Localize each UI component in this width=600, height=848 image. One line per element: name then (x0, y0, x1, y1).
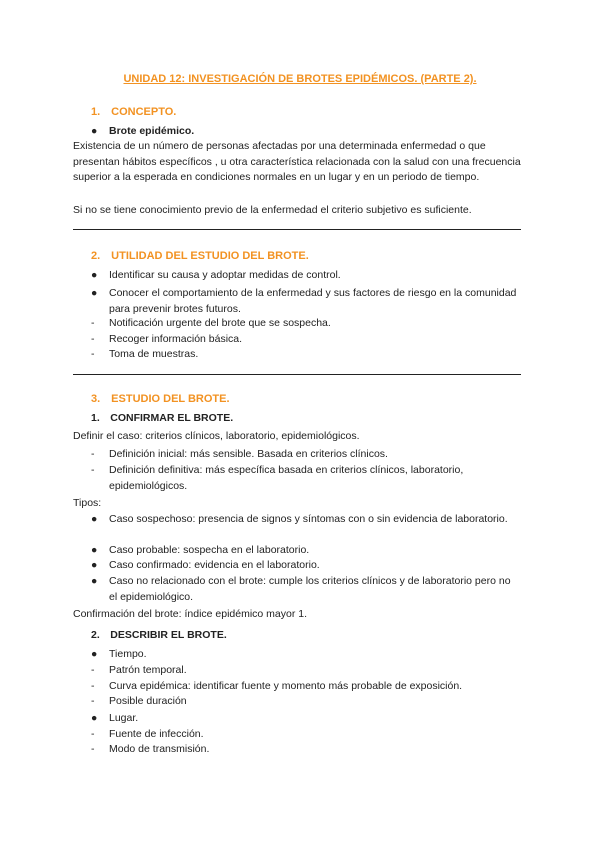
dash-marker: - (91, 743, 95, 755)
describir-item: - Modo de transmisión. (91, 742, 521, 758)
bullet-marker: ● (91, 513, 98, 525)
tipo-item: ● Caso confirmado: evidencia en el laboratorio. (91, 558, 521, 574)
describir-item: ● Lugar. (91, 711, 521, 727)
utilidad-item: - Recoger información básica. (91, 332, 521, 348)
dash-marker: - (91, 317, 95, 329)
subsection-describir-heading: 2. DESCRIBIR EL BROTE. (91, 629, 227, 641)
bullet-marker: ● (91, 269, 98, 281)
tipo-item: ● Caso no relacionado con el brote: cumple los criterios clínicos y de laboratorio pero no el epidemiológico. (91, 575, 511, 603)
concepto-bullet: ● Brote epidémico. (91, 124, 521, 140)
section-utilidad-heading: 2. UTILIDAD DEL ESTUDIO DEL BROTE. (91, 250, 309, 262)
section-divider (73, 229, 521, 230)
dash-marker: - (91, 680, 95, 692)
dash-marker: - (91, 695, 95, 707)
describir-item: - Fuente de infección. (91, 727, 521, 743)
describir-item: - Patrón temporal. (91, 663, 521, 679)
section-divider (73, 374, 521, 375)
subsection-confirmar-heading: 1. CONFIRMAR EL BROTE. (91, 412, 234, 424)
utilidad-item: - Toma de muestras. (91, 347, 521, 363)
confirmacion-text: Confirmación del brote: índice epidémico mayor 1. (73, 608, 308, 620)
tipo-item: ● Caso probable: sospecha en el laboratorio. (91, 543, 521, 559)
tipo-item: ● Caso sospechoso: presencia de signos y síntomas con o sin evidencia de laboratorio. (91, 512, 521, 528)
tipos-label: Tipos: (73, 497, 102, 509)
bullet-marker: ● (91, 125, 98, 137)
utilidad-item: ● Identificar su causa y adoptar medidas de control. (91, 268, 521, 284)
section-concepto-heading: 1. CONCEPTO. (91, 106, 177, 118)
utilidad-item: - Notificación urgente del brote que se sospecha. (91, 316, 521, 332)
bullet-marker: ● (91, 287, 98, 299)
definition-item: - Definición inicial: más sensible. Basada en criterios clínicos. (91, 447, 521, 463)
dash-marker: - (91, 448, 95, 460)
concepto-paragraph: Existencia de un número de personas afectadas por una determinada enfermedad o que presentan hábitos específicos , u otra característica relacionada con la salud con una frecuencia superior a la esperada en condiciones normales en un lugar y en un periodo de tiempo. (73, 140, 521, 183)
bullet-marker: ● (91, 575, 98, 587)
utilidad-item: ● Conocer el comportamiento de la enfermedad y sus factores de riesgo en la comunidad para prevenir brotes futuros. (91, 287, 517, 315)
section-estudio-heading: 3. ESTUDIO DEL BROTE. (91, 393, 230, 405)
dash-marker: - (91, 333, 95, 345)
definition-item: - Definición definitiva: más específica basada en criterios clínicos, laboratorio, epidemiológicos. (91, 464, 464, 492)
document-title: UNIDAD 12: INVESTIGACIÓN DE BROTES EPIDÉMICOS. (PARTE 2). (123, 73, 477, 85)
bullet-marker: ● (91, 559, 98, 571)
describir-item: ● Tiempo. (91, 647, 521, 663)
dash-marker: - (91, 348, 95, 360)
bullet-marker: ● (91, 712, 98, 724)
dash-marker: - (91, 664, 95, 676)
bullet-marker: ● (91, 544, 98, 556)
dash-marker: - (91, 464, 95, 476)
dash-marker: - (91, 728, 95, 740)
describir-item: - Curva epidémica: identificar fuente y momento más probable de exposición. (91, 679, 521, 695)
bullet-marker: ● (91, 648, 98, 660)
confirmar-intro: Definir el caso: criterios clínicos, laboratorio, epidemiológicos. (73, 430, 360, 442)
describir-item: - Posible duración (91, 694, 521, 710)
concepto-note: Si no se tiene conocimiento previo de la enfermedad el criterio subjetivo es suficiente. (73, 204, 472, 216)
